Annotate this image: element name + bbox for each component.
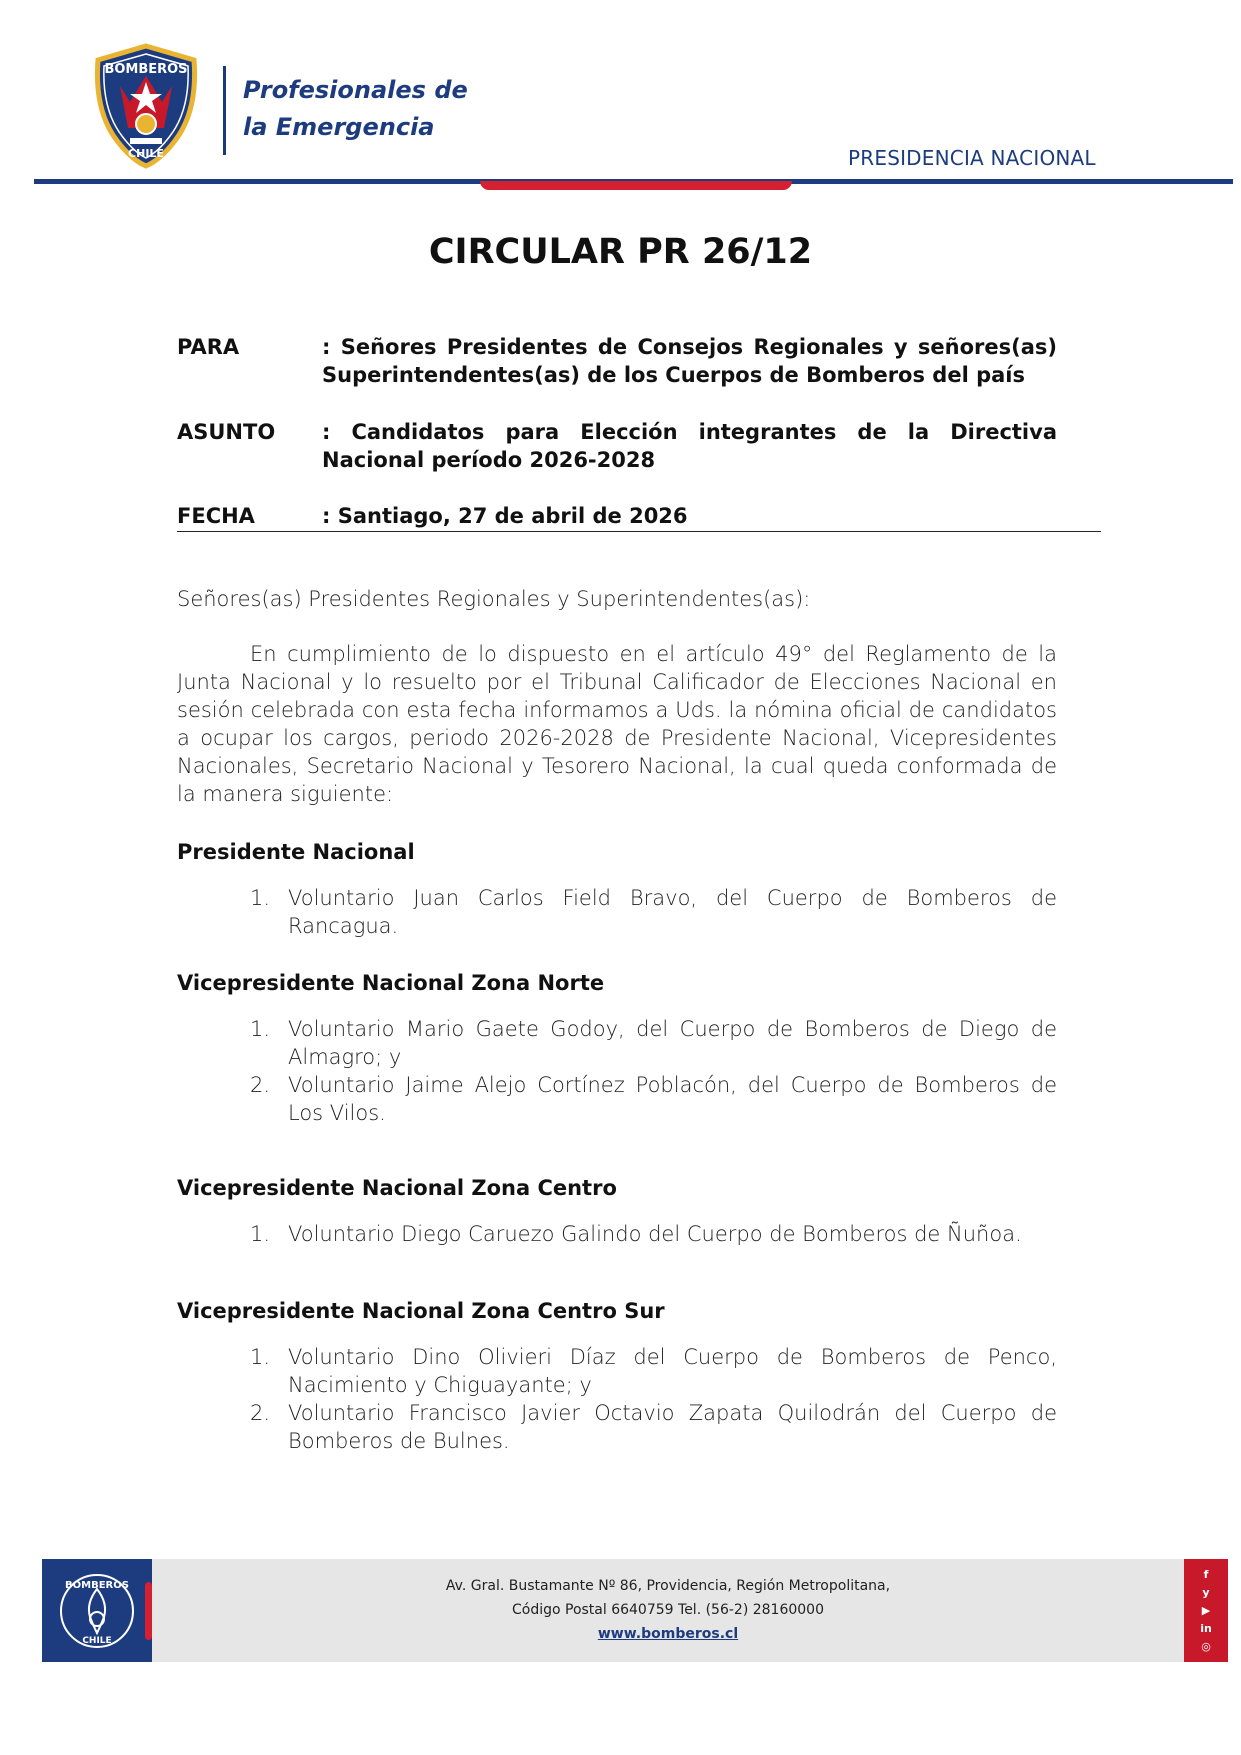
- list-number: 1.: [250, 1222, 271, 1246]
- list-number: 1.: [250, 1017, 271, 1041]
- meta-asunto-value: : Candidatos para Elección integrantes de la Directiva Nacional período 2026-2028: [322, 420, 1057, 472]
- meta-para: [177, 333, 1057, 389]
- meta-rule: [177, 531, 1101, 532]
- list-text: Voluntario Dino Olivieri Díaz del Cuerpo de Bomberos de Penco, Nacimiento y Chiguayante; y: [288, 1345, 1057, 1397]
- social-bar: [1184, 1559, 1228, 1662]
- meta-para-label: PARA: [177, 335, 240, 359]
- linkedin-icon[interactable]: in: [1200, 1622, 1212, 1635]
- list-number: 2.: [250, 1401, 271, 1425]
- list-text: Voluntario Francisco Javier Octavio Zapata Quilodrán del Cuerpo de Bomberos de Bulnes.: [288, 1401, 1057, 1453]
- header-divider: [223, 66, 226, 155]
- list-text: Voluntario Juan Carlos Field Bravo, del Cuerpo de Bomberos de Rancagua.: [288, 886, 1057, 938]
- meta-fecha: [177, 502, 1057, 530]
- section-title: Vicepresidente Nacional Zona Norte: [177, 971, 605, 995]
- footer-logo-top-text: BOMBEROS: [65, 1580, 129, 1591]
- section-title: Presidente Nacional: [177, 840, 415, 864]
- instagram-icon[interactable]: ◎: [1201, 1640, 1211, 1653]
- footer-address-line-2: Código Postal 6640759 Tel. (56-2) 28160000: [511, 1602, 824, 1618]
- section-title: Vicepresidente Nacional Zona Centro Sur: [177, 1299, 665, 1323]
- logo-bottom-text: CHILE: [128, 147, 164, 160]
- list-text: Voluntario Jaime Alejo Cortínez Poblacón, del Cuerpo de Bomberos de Los Vilos.: [288, 1073, 1057, 1125]
- list-number: 1.: [250, 886, 271, 910]
- footer-red-accent: [145, 1582, 152, 1640]
- footer-website-link[interactable]: www.bomberos.cl: [597, 1626, 739, 1642]
- footer-contact: [152, 1574, 1184, 1646]
- meta-asunto-label: ASUNTO: [177, 420, 276, 444]
- slogan-line-1: Profesionales de: [243, 76, 468, 104]
- header-red-accent: [480, 181, 792, 190]
- meta-fecha-value: : Santiago, 27 de abril de 2026: [322, 504, 688, 528]
- youtube-icon[interactable]: ▶: [1201, 1604, 1211, 1617]
- meta-asunto: [177, 418, 1057, 474]
- logo-top-text: BOMBEROS: [104, 62, 188, 77]
- document-title: CIRCULAR PR 26/12: [428, 232, 813, 272]
- slogan: [243, 72, 468, 146]
- facebook-icon[interactable]: f: [1203, 1568, 1209, 1581]
- bomberos-chile-logo: [90, 42, 202, 170]
- meta-para-value: : Señores Presidentes de Consejos Regionales y señores(as) Superintendentes(as) de los Cuerpos de Bomberos del país: [322, 335, 1057, 387]
- twitter-icon[interactable]: y: [1202, 1586, 1210, 1599]
- salutation: Señores(as) Presidentes Regionales y Superintendentes(as):: [177, 587, 811, 611]
- department-label: PRESIDENCIA NACIONAL: [848, 146, 1096, 170]
- footer-logo-bottom-text: CHILE: [82, 1636, 112, 1646]
- list-text: Voluntario Diego Caruezo Galindo del Cuerpo de Bomberos de Ñuñoa.: [288, 1222, 1022, 1246]
- list-text: Voluntario Mario Gaete Godoy, del Cuerpo de Bomberos de Diego de Almagro; y: [288, 1017, 1057, 1069]
- intro-paragraph: En cumplimiento de lo dispuesto en el artículo 49° del Reglamento de la Junta Nacional y lo resuelto por el Tribunal Calificador de Elecciones Nacional en sesión celebrada con esta fecha informamos a Uds. la nómina oficial de candidatos a ocupar los cargos, periodo 2026-2028 de Presidente Nacional, Vicepresidentes Nacionales, Secretario Nacional y Tesorero Nacional, la cual queda conformada de la manera siguiente:: [177, 642, 1057, 806]
- meta-fecha-label: FECHA: [177, 504, 255, 528]
- list-number: 1.: [250, 1345, 271, 1369]
- footer-logo: [42, 1559, 152, 1662]
- list-number: 2.: [250, 1073, 271, 1097]
- section-title: Vicepresidente Nacional Zona Centro: [177, 1176, 617, 1200]
- footer-address-line-1: Av. Gral. Bustamante Nº 86, Providencia, Región Metropolitana,: [445, 1578, 891, 1594]
- slogan-line-2: la Emergencia: [243, 113, 435, 141]
